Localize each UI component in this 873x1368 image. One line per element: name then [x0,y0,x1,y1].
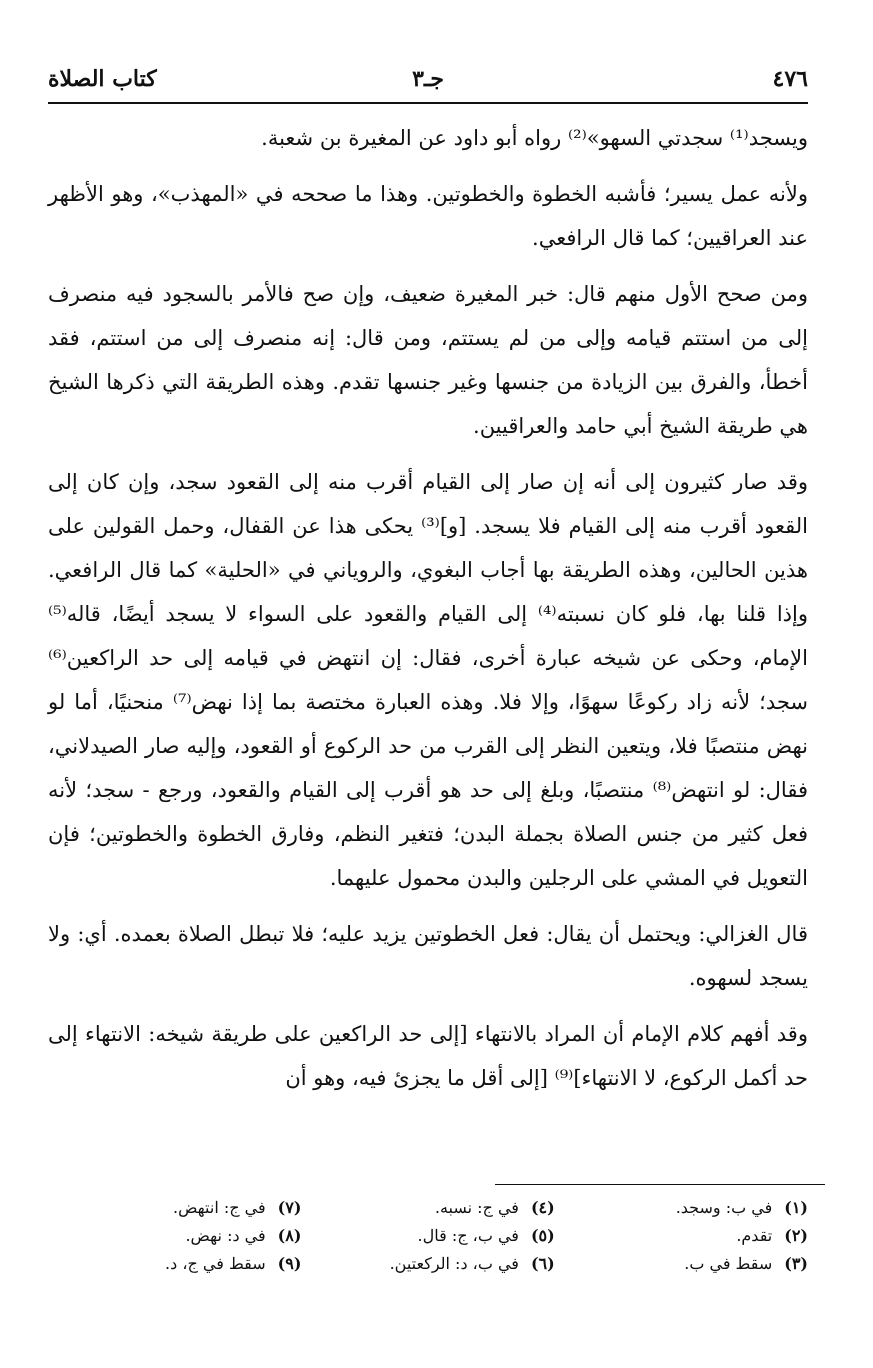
footnote-row [48,1222,808,1250]
page-header [48,60,808,100]
footnote-number: (٤) [530,1198,555,1217]
footnote [301,1222,554,1250]
book-title: كتاب الصلاة [48,66,157,92]
footnote-number: (١) [784,1198,808,1217]
footnote-text: تقدم. [736,1226,773,1245]
header-rule [48,102,808,104]
footnote-text: في ب، د: الركعتين. [389,1254,519,1273]
footnote-number: (٧) [277,1198,302,1217]
page-number: ٤٧٦ [772,66,808,92]
footnote-number: (٦) [530,1254,555,1273]
footnote [48,1250,301,1278]
footnote-number: (٥) [530,1226,555,1245]
footnote-text: في ب: وسجد. [675,1198,773,1217]
paragraph: ولأنه عمل يسير؛ فأشبه الخطوة والخطوتين. وهذا ما صححه في «المهذب»، وهو الأظهر عند العراقيين؛ كما قال الرافعي. [48,182,808,250]
paragraph: ويسجد⁽¹⁾ سجدتي السهو»⁽²⁾ رواه أبو داود عن المغيرة بن شعبة. [261,126,808,150]
footnote-rule [495,1184,825,1185]
footnote-number: (٢) [784,1226,808,1245]
paragraph: قال الغزالي: ويحتمل أن يقال: فعل الخطوتين يزيد عليه؛ فلا تبطل الصلاة بعمده. أي: ولا يسجد لسهوه. [48,922,808,990]
footnote [48,1194,301,1222]
volume-label: جـ٣ [412,66,444,92]
paragraph: وقد أفهم كلام الإمام أن المراد بالانتهاء [إلى حد الراكعين على طريقة شيخه: الانتهاء إلى حد أكمل الركوع، لا الانتهاء]⁽⁹⁾ [إلى أقل ما يجزئ فيه، وهو أن [48,1022,808,1090]
footnote-number: (٨) [277,1226,302,1245]
footnote-text: في ب، ج: قال. [417,1226,519,1245]
paragraph: ومن صحح الأول منهم قال: خبر المغيرة ضعيف، وإن صح فالأمر بالسجود فيه منصرف إلى من استتم قيامه وإلى من لم يستتم، ومن قال: إنه منصرف إلى من استتم، فقد أخطأ، والفرق بين الزيادة من جنسها وغير جنسها تقدم. وهذه الطريقة التي ذكرها الشيخ هي طريقة الشيخ أبي حامد والعراقيين. [48,282,808,438]
footnote-row [48,1250,808,1278]
paragraph: وقد صار كثيرون إلى أنه إن صار إلى القيام أقرب منه إلى القعود سجد، وإن كان إلى القعود أقرب منه إلى القيام فلا يسجد. [و]⁽³⁾ يحكى هذا عن القفال، وحمل القولين على هذين الحالين، وهذه الطريقة بها أجاب البغوي، والروياني في «الحلية» كما قال الرافعي. وإذا قلنا بها، فلو كان نسبته⁽⁴⁾ إلى القيام والقعود على السواء لا يسجد أيضًا، قاله⁽⁵⁾ الإمام، وحكى عن شيخه عبارة أخرى، فقال: إن انتهض في قيامه إلى حد الراكعين⁽⁶⁾ سجد؛ لأنه زاد ركوعًا سهوًا، وإلا فلا. وهذه العبارة مختصة بما إذا نهض⁽⁷⁾ منحنيًا، أما لو نهض منتصبًا فلا، ويتعين النظر إلى القرب من حد الركوع أو القعود، وإليه صار الصيدلاني، فقال: لو انتهض⁽⁸⁾ منتصبًا، وبلغ إلى حد هو أقرب إلى القيام والقعود، ورجع - سجد؛ لأنه فعل كثير من جنس الصلاة بجملة البدن؛ فتغير النظم، وفارق الخطوة والخطوتين؛ فإن التعويل في المشي على الرجلين والبدن محمول عليهما. [48,470,808,890]
footnote [555,1250,808,1278]
footnote [555,1194,808,1222]
footnote [48,1222,301,1250]
footnote-number: (٩) [277,1254,302,1273]
footnote [555,1222,808,1250]
main-text [48,116,808,1112]
footnote [301,1250,554,1278]
footnote-text: في ج: نسبه. [434,1198,519,1217]
footnotes [48,1194,808,1278]
footnote-row [48,1194,808,1222]
footnote-text: في د: نهض. [185,1226,266,1245]
footnote [301,1194,554,1222]
footnote-text: سقط في ب. [684,1254,773,1273]
footnote-number: (٣) [784,1254,808,1273]
footnote-text: سقط في ج، د. [165,1254,266,1273]
footnote-text: في ج: انتهض. [172,1198,266,1217]
